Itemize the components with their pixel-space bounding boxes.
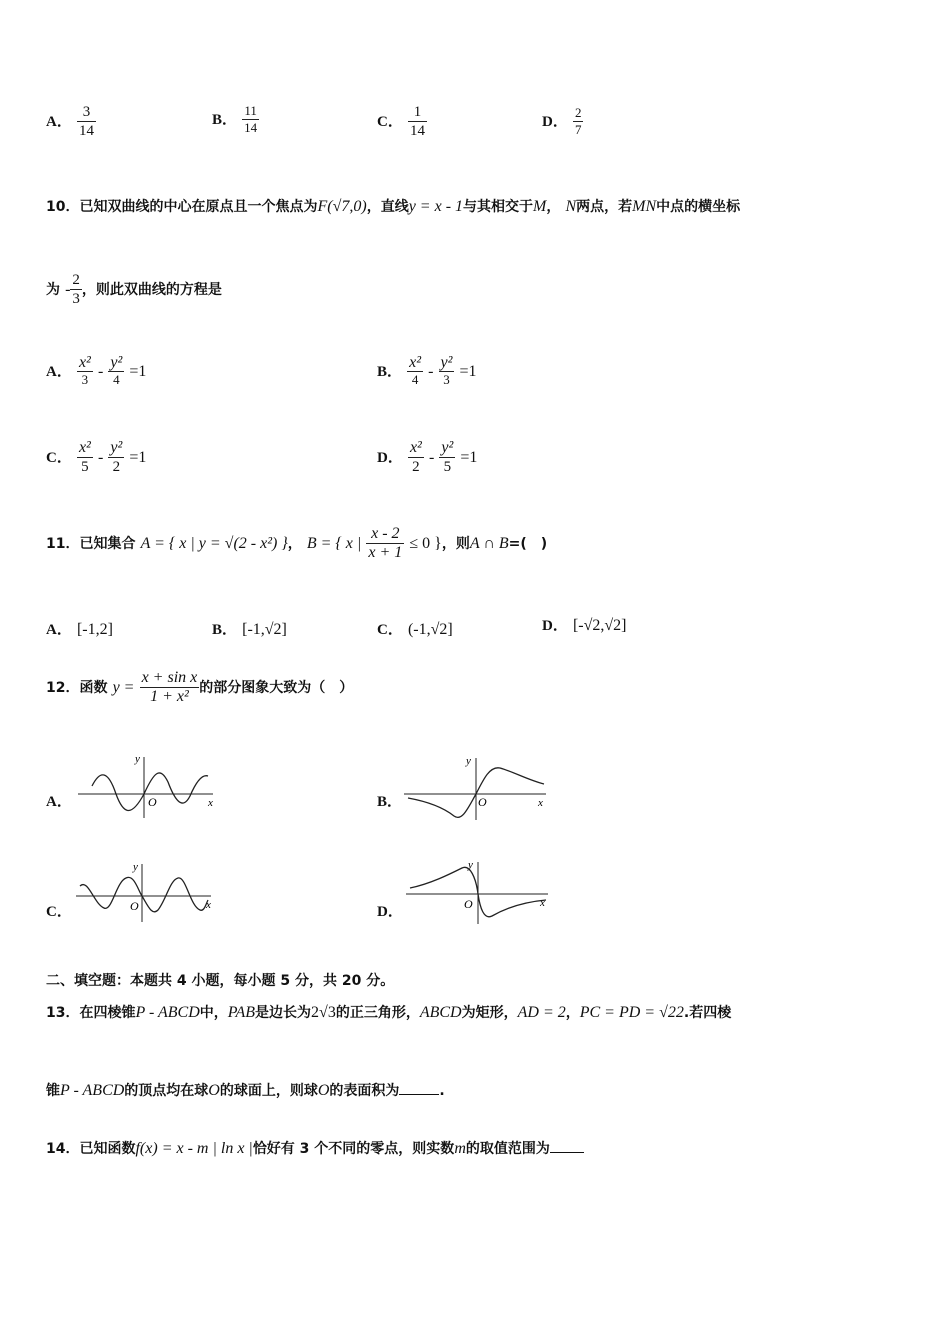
q12-stem: 12．函数 y = $\frac{\text{x + sin x}}{\text{1 + x²}}$ 的部分图象大致为（ ）: [46, 669, 354, 705]
midpoint-fraction: $\frac{2}{3}$: [72, 272, 80, 307]
q10-option-b: B． $\frac{\text{x²}}{4}$ - $\frac{\text{y²}}{3}$ =1: [377, 354, 477, 387]
q9-option-c: [377, 104, 427, 139]
q9-option-a-fraction: $\frac{3}{14}$: [78, 104, 94, 139]
origin-label: O: [148, 795, 157, 809]
y-label: y: [133, 861, 138, 873]
q9-option-b: [212, 104, 259, 135]
q12-label-d: D．: [377, 904, 403, 920]
section-heading: 二、填空题：本题共 4 小题，每小题 5 分，共 20 分。: [46, 973, 395, 989]
origin-label: O: [130, 899, 139, 913]
answer-blank[interactable]: [550, 1152, 584, 1153]
question-number: 10．: [46, 199, 80, 215]
q10-stem-line2: 为 - $\frac{2}{3}$ ，则此双曲线的方程是: [46, 272, 222, 307]
q9-option-b-fraction: $\frac{11}{14}$: [244, 103, 258, 135]
option-label: C．: [377, 114, 403, 130]
q13-stem-line1: 13．在四棱锥P - ABCD中，PAB是边长为2√3的正三角形，ABCD为矩形，AD = 2，PC = PD = √22.若四棱: [46, 1004, 732, 1021]
set-a-expr: A = { x | y = √(2 - x²) }: [140, 535, 288, 552]
q11-option-d: D． [-√2,√2]: [542, 617, 627, 634]
y-label: y: [466, 755, 471, 767]
q12-label-a: A．: [46, 794, 72, 810]
q10-option-c: C． $\frac{\text{x²}}{5}$ - $\frac{\text{y²}}{2}$ =1: [46, 439, 147, 475]
origin-label: O: [478, 795, 487, 809]
option-label: A．: [46, 114, 72, 130]
q11-option-c: C． (-1,√2]: [377, 621, 453, 638]
graph-c: [76, 860, 216, 928]
graph-a: [78, 752, 218, 822]
q11-option-b: B． [-1,√2]: [212, 621, 287, 638]
q11-option-a: A． [-1,2]: [46, 621, 113, 638]
q9-option-c-fraction: $\frac{1}{14}$: [409, 104, 425, 139]
function-fraction: $\frac{\text{x + sin x}}{\text{1 + x²}}$: [141, 669, 198, 705]
option-label: B．: [212, 112, 238, 128]
q10-option-a: A． $\frac{\text{x²}}{3}$ - $\frac{\text{y²}}{4}$ =1: [46, 354, 147, 387]
q11-stem: 11．已知集合 A = { x | y = √(2 - x²) }， B = { x | $\frac{x - 2}{x + 1}$ ≤ 0 }，则A ∩ B=( ): [46, 525, 548, 561]
q14-stem: 14．已知函数f(x) = x - m | ln x |恰好有 3 个不同的零点，则实数m的取值范围为: [46, 1138, 584, 1158]
q12-label-c: C．: [46, 904, 72, 920]
q9-option-a: [46, 104, 96, 139]
x-label: x: [538, 797, 543, 809]
q13-stem-line2: 锥P - ABCD的顶点均在球O的球面上，则球O的表面积为 .: [46, 1082, 445, 1099]
x-label: x: [208, 797, 213, 809]
option-label: D．: [542, 114, 568, 130]
q12-label-b: B．: [377, 794, 403, 810]
graph-d: [406, 858, 556, 930]
graph-b: [404, 752, 554, 824]
q10-option-d: D． $\frac{\text{x²}}{2}$ - $\frac{\text{y²}}{5}$ =1: [377, 439, 478, 475]
answer-blank[interactable]: [399, 1094, 439, 1095]
y-label: y: [468, 859, 473, 871]
q10-stem-line1: 10．已知双曲线的中心在原点且一个焦点为F(√7,0)，直线y = x - 1与其相交于M， N两点，若MN中点的横坐标: [46, 198, 741, 215]
line-expr: y = x - 1: [408, 198, 464, 215]
focus-expr: F(√7,0): [317, 198, 367, 215]
origin-label: O: [464, 897, 473, 911]
curve: [80, 877, 208, 911]
set-b-fraction: $\frac{x - 2}{x + 1}$: [368, 525, 403, 561]
q9-option-d-fraction: $\frac{2}{7}$: [574, 105, 582, 137]
x-label: x: [206, 899, 211, 911]
x-label: x: [540, 897, 545, 909]
q9-option-d: [542, 106, 583, 137]
y-label: y: [135, 753, 140, 765]
